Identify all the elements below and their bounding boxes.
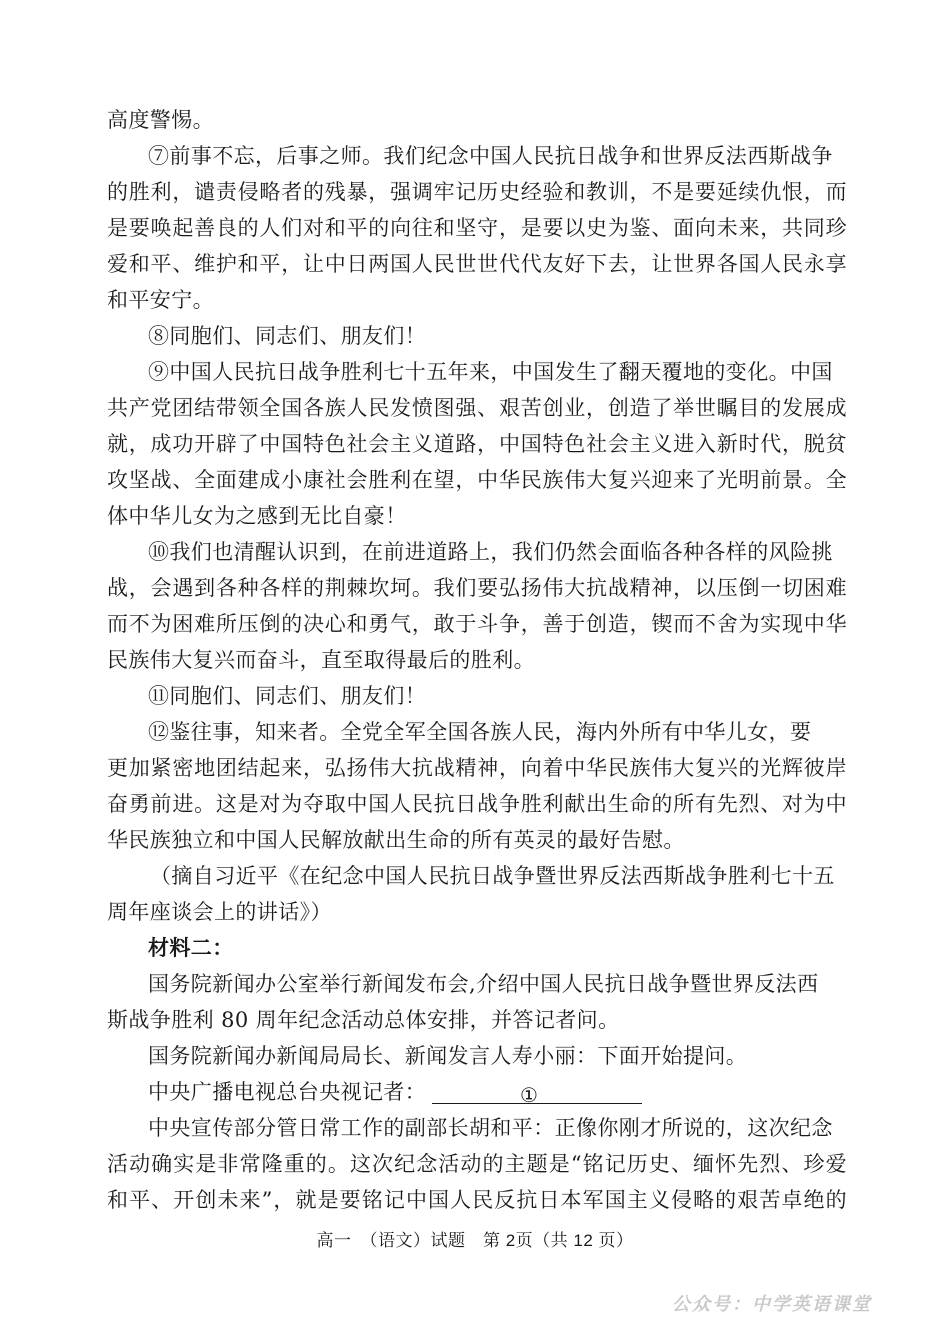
text-line: 体中华儿女为之感到无比自豪！	[107, 504, 407, 528]
material-2-heading: 材料二：	[148, 935, 234, 960]
text-line: 爱和平、维护和平，让中日两国人民世世代代友好下去，让世界各国人民永享	[107, 252, 847, 276]
reporter-question-line	[148, 1074, 642, 1110]
text-line: 更加紧密地团结起来，弘扬伟大抗战精神，向着中华民族伟大复兴的光辉彼岸	[107, 756, 847, 780]
source-citation: （摘自习近平《在纪念中国人民抗日战争暨世界反法西斯战争胜利七十五	[150, 864, 835, 888]
text-line: 而不为困难所压倒的决心和勇气，敢于斗争，善于创造，锲而不舍为实现中华	[107, 612, 847, 636]
answer-blank[interactable]	[432, 1077, 642, 1107]
text-line: 斯战争胜利 80 周年纪念活动总体安排，并答记者问。	[107, 1008, 620, 1032]
text-line: 共产党团结带领全国各族人民发愤图强、艰苦创业，创造了举世瞩目的发展成	[107, 396, 847, 420]
text-line: 和平、开创未来”，就是要铭记中国人民反抗日本军国主义侵略的艰苦卓绝的	[107, 1188, 847, 1212]
text-line: 民族伟大复兴而奋斗，直至取得最后的胜利。	[107, 648, 535, 672]
paragraph-8: ⑧同胞们、同志们、朋友们！	[148, 324, 427, 348]
page-footer: 高一 （语文）试题 第 2页（共 12 页）	[316, 1231, 634, 1250]
text-line: 是要唤起善良的人们对和平的向往和坚守，是要以史为鉴、面向未来，共同珍	[107, 216, 847, 240]
text-line: 高度警惕。	[107, 108, 214, 132]
paragraph-11: ⑪同胞们、同志们、朋友们！	[148, 684, 427, 708]
text-line: 战，会遇到各种各样的荆棘坎坷。我们要弘扬伟大抗战精神，以压倒一切困难	[107, 576, 847, 600]
reporter-label: 中央广播电视总台央视记者：	[148, 1080, 427, 1104]
text-line: 的胜利，谴责侵略者的残暴，强调牢记历史经验和教训，不是要延续仇恨，而	[107, 180, 847, 204]
text-line: 华民族独立和中国人民解放献出生命的所有英灵的最好告慰。	[107, 828, 685, 852]
blank-number: ①	[520, 1083, 539, 1107]
text-line: 攻坚战、全面建成小康社会胜利在望，中华民族伟大复兴迎来了光明前景。全	[107, 468, 847, 492]
text-line: 和平安宁。	[107, 288, 214, 312]
source-citation-cont: 周年座谈会上的讲话》）	[107, 900, 332, 924]
paragraph-9: ⑨中国人民抗日战争胜利七十五年来，中国发生了翻天覆地的变化。中国	[148, 360, 833, 384]
text-line: 活动确实是非常隆重的。这次纪念活动的主题是“铭记历史、缅怀先烈、珍爱	[107, 1152, 847, 1176]
text-line: 中央宣传部分管日常工作的副部长胡和平：正像你刚才所说的，这次纪念	[148, 1116, 833, 1140]
text-line: 奋勇前进。这是对为夺取中国人民抗日战争胜利献出生命的所有先烈、对为中	[107, 792, 847, 816]
text-line: 国务院新闻办公室举行新闻发布会,介绍中国人民抗日战争暨世界反法西	[148, 972, 819, 996]
paragraph-12: ⑫鉴往事，知来者。全党全军全国各族人民，海内外所有中华儿女，要	[148, 720, 812, 744]
watermark: 公众号：中学英语课堂	[672, 1294, 872, 1315]
text-line: 就，成功开辟了中国特色社会主义道路，中国特色社会主义进入新时代，脱贫	[107, 432, 847, 456]
paragraph-7: ⑦前事不忘，后事之师。我们纪念中国人民抗日战争和世界反法西斯战争	[148, 144, 833, 168]
spokesperson-line: 国务院新闻办新闻局局长、新闻发言人寿小丽：下面开始提问。	[148, 1044, 748, 1068]
paragraph-10: ⑩我们也清醒认识到，在前进道路上，我们仍然会面临各种各样的风险挑	[148, 540, 833, 564]
